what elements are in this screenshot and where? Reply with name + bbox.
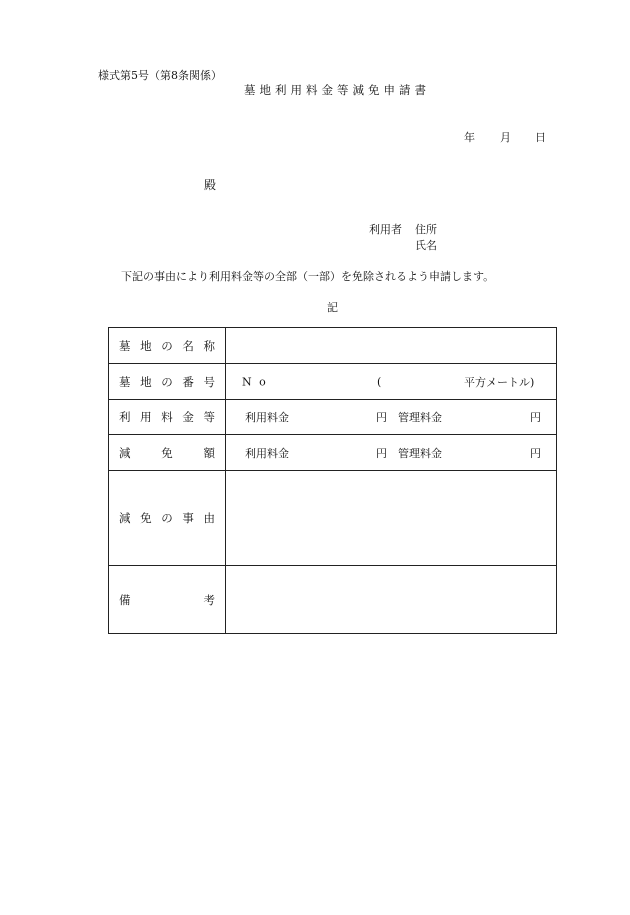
date-month-label: 月 [500,131,511,144]
yen-unit: 円 [530,411,541,424]
name-label: 氏名 [415,239,437,252]
label-char: 利 [119,410,131,424]
label-char: 金 [182,410,194,424]
label-cell [109,328,226,363]
label-char: の [161,338,173,353]
application-table [108,327,557,634]
management-fee-label: 管理料金 [398,411,442,424]
row-cemetery-number [109,364,556,400]
row-usage-fees [109,400,556,435]
row-label [119,374,215,390]
form-number: 様式第5号（第8条関係） [98,69,222,82]
label-char: 由 [203,511,215,525]
plot-number-label: N o [242,375,268,388]
row-reduction-reason [109,471,556,566]
addressee-honorific: 殿 [204,178,217,192]
document-title: 墓地利用料金等減免申請書 [244,83,430,97]
label-char: 減 [119,511,131,525]
label-char: 称 [203,338,215,353]
label-char: 額 [203,445,215,460]
label-char: 地 [140,338,152,353]
area-paren-open: ( [377,375,382,388]
yen-unit: 円 [530,446,541,460]
usage-fee-label: 利用料金 [245,411,289,424]
label-cell [109,566,226,633]
label-cell [109,435,226,470]
row-label [119,409,215,425]
date-day-label: 日 [535,131,546,144]
label-cell [109,364,226,399]
ki-mark: 記 [327,301,338,314]
label-char: 墓 [119,338,131,353]
row-label [119,445,215,461]
label-cell [109,471,226,565]
application-statement: 下記の事由により利用料金等の全部（一部）を免除されるよう申請します。 [121,270,495,283]
row-reduction-amount [109,435,556,471]
label-char: 料 [161,410,173,424]
label-char: 地 [140,374,152,389]
label-char: 用 [140,410,152,424]
label-char: の [161,374,173,389]
row-cemetery-name [109,328,556,364]
label-char: 免 [161,445,173,460]
label-char: 事 [182,511,194,525]
label-char: 名 [182,338,194,353]
label-char: 墓 [119,374,131,389]
row-label [119,338,215,354]
label-char: 考 [203,592,215,607]
label-char: の [161,511,173,525]
address-label: 住所 [415,223,437,236]
yen-unit: 円 [376,446,387,460]
label-cell [109,400,226,434]
yen-unit: 円 [376,411,387,424]
row-remarks [109,566,556,633]
usage-fee-label: 利用料金 [245,446,289,460]
management-fee-label: 管理料金 [398,446,442,460]
row-label [119,592,215,608]
label-char: 免 [140,511,152,525]
label-char: 番 [182,374,194,389]
date-year-label: 年 [464,131,475,144]
area-unit-label: 平方メートル) [464,375,535,389]
row-label [119,510,215,526]
label-char: 減 [119,445,131,460]
applicant-label: 利用者 [369,223,402,236]
label-char: 備 [119,592,131,607]
label-char: 号 [203,374,215,389]
label-char: 等 [203,410,215,424]
